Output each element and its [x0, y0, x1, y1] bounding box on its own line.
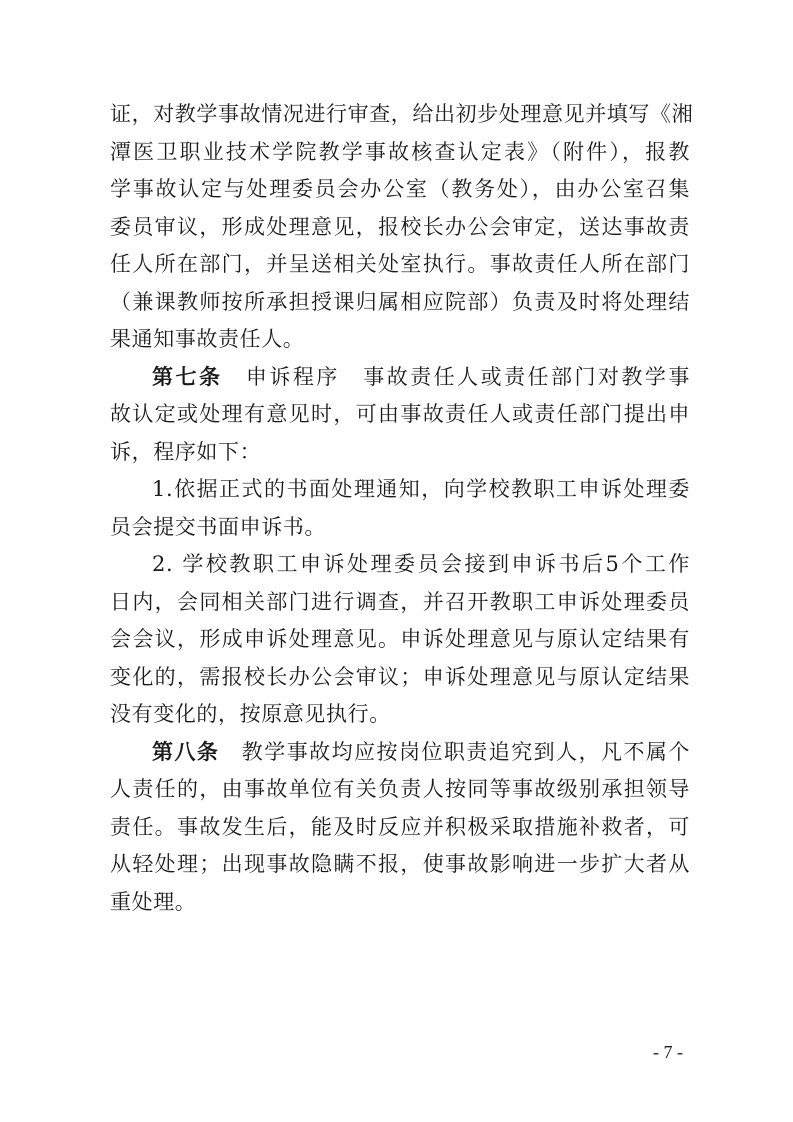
paragraph-line: 没有变化的，按原意见执行。 — [110, 702, 391, 726]
paragraph-line: 潭医卫职业技术学院教学事故核查认定表》（附件），报教 — [110, 139, 690, 164]
paragraph-line: 变化的，需报校长办公会审议；申诉处理意见与原认定结果 — [110, 664, 690, 689]
paragraph-line: 诉，程序如下： — [110, 439, 262, 464]
page-number: - 7 - — [653, 1042, 683, 1062]
paragraph-line: 委员审议，形成处理意见，报校长办公会审定，送达事故责 — [110, 214, 690, 239]
list-item-1-line: 1.依据正式的书面处理通知，向学校教职工申诉处理委 — [152, 477, 690, 501]
paragraph-line: 证，对教学事故情况进行审查，给出初步处理意见并填写《湘 — [110, 102, 694, 126]
paragraph-line: 重处理。 — [110, 889, 197, 914]
paragraph-line: 会会议，形成申诉处理意见。申诉处理意见与原认定结果有 — [110, 627, 690, 651]
article-8-first-line — [152, 738, 690, 766]
article-7-first-line — [152, 363, 690, 391]
paragraph-line: （兼课教师按所承担授课归属相应院部）负责及时将处理结 — [110, 289, 690, 314]
list-item-2-line: 2. 学校教职工申诉处理委员会接到申诉书后5个工作 — [152, 552, 690, 576]
article-7-heading: 第七条 — [152, 364, 223, 389]
paragraph-line: 学事故认定与处理委员会办公室（教务处），由办公室召集 — [110, 177, 690, 201]
article-7-text: 申诉程序 事故责任人或责任部门对教学事 — [222, 364, 690, 389]
paragraph-line: 人责任的，由事故单位有关负责人按同等事故级别承担领导 — [110, 777, 690, 801]
paragraph-line: 任人所在部门，并呈送相关处室执行。事故责任人所在部门 — [110, 252, 690, 276]
article-8-heading: 第八条 — [152, 739, 220, 764]
paragraph-line: 故认定或处理有意见时，可由事故责任人或责任部门提出申 — [110, 402, 690, 426]
paragraph-line: 责任。事故发生后，能及时反应并积极采取措施补救者，可 — [110, 814, 690, 839]
paragraph-line: 从轻处理；出现事故隐瞒不报，使事故影响进一步扩大者从 — [110, 852, 690, 876]
paragraph-line: 日内，会同相关部门进行调查，并召开教职工申诉处理委员 — [110, 589, 690, 614]
paragraph-line: 员会提交书面申诉书。 — [110, 514, 326, 539]
article-8-text: 教学事故均应按岗位职责追究到人，凡不属个 — [219, 739, 690, 764]
paragraph-line: 果通知事故责任人。 — [110, 327, 305, 351]
